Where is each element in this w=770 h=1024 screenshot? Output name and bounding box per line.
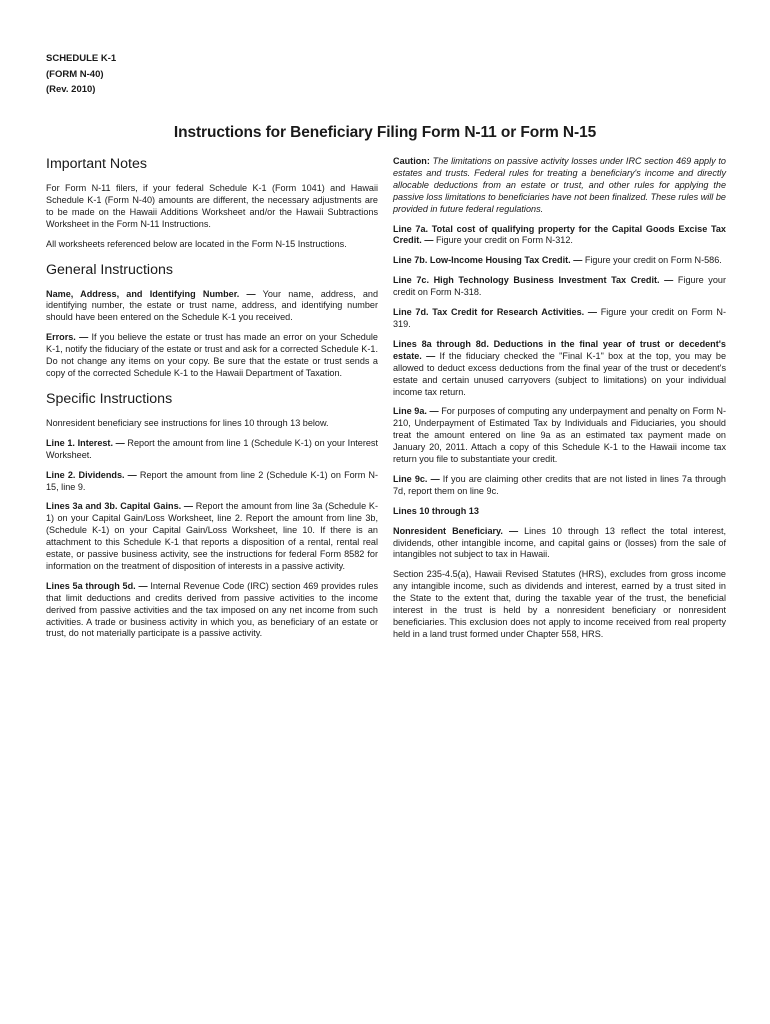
nonresident-beneficiary-text: Lines 10 through 13 reflect the total interest, dividends, other intangible income, and capital gains or (losses) from the sale of intangibles not subject to tax in Hawaii. (393, 525, 726, 560)
line9c-paragraph (393, 474, 726, 498)
name-address-lead: Name, Address, and Identifying Number. — (46, 288, 256, 299)
general-instructions-heading: General Instructions (46, 261, 173, 278)
line7a-paragraph (393, 224, 726, 248)
important-notes-paragraph: For Form N-11 filers, if your federal Schedule K-1 (Form 1041) and Hawaii Schedule K-1 (Form N-40) amounts are different, the necessary adjustments are to be made on the Hawaii Additions Worksheet and/or the Hawaii Subtractions Worksheet in the Form N-11 Instructions. (46, 183, 378, 229)
line1-text: Report the amount from line 1 (Schedule K-1) on your Interest Worksheet. (46, 437, 378, 460)
line7b-paragraph (393, 255, 726, 267)
nonresident-beneficiary-lead: Nonresident Beneficiary. — (393, 525, 519, 536)
errors-paragraph (46, 332, 378, 380)
form-label: (FORM N-40) (46, 68, 104, 80)
caution-text: The limitations on passive activity losses under IRC section 469 apply to estates and trusts. Federal rules for treating a beneficiary's income and directly allocable deductions from an estate or trust, and other rules for applying the passive loss limitations to beneficiaries have not been finalized. These rules will be provided in future federal regulations. (393, 156, 726, 214)
line7c-paragraph (393, 275, 726, 299)
name-address-paragraph (46, 289, 378, 325)
worksheets-note: All worksheets referenced below are located in the Form N-15 Instructions. (46, 238, 347, 249)
caution-lead: Caution: (393, 156, 430, 166)
line8-lead: Lines 8a through 8d. Deductions in the final year of trust or decedent's estate. — (393, 338, 726, 361)
nonresident-note: Nonresident beneficiary see instructions for lines 10 through 13 below. (46, 417, 329, 428)
line7d-paragraph (393, 307, 726, 331)
line7c-lead: Line 7c. High Technology Business Investment Tax Credit. — (393, 275, 674, 286)
line2-text: Report the amount from line 2 (Schedule K-1) on Form N-15, line 9. (46, 469, 379, 492)
errors-text: If you believe the estate or trust has made an error on your Schedule K-1, notify the fiduciary of the estate or trust and ask for a corrected Schedule K-1. Do not change any items on your copy. Be sure that the estate or trust sends a copy of the corrected Schedule K-1 to the Hawaii Department of Taxation. (46, 332, 378, 378)
line1-lead: Line 1. Interest. — (46, 437, 125, 448)
line5-paragraph (46, 581, 378, 641)
line9a-text: For purposes of computing any underpayment and penalty on Form N-210, Underpayment of Estimated Tax by Individuals and Fiduciaries, you should treat the amount entered on line 9a as an estimated tax payment made on January 20, 2011. Attach a copy of this Schedule K-1 to the Hawaii income tax return you file to substantiate your credit. (393, 406, 726, 465)
name-address-text: Your name, address, and identifying number, the estate or trust name, address, and identifying number should have been entered on the Schedule K-1 you received. (46, 288, 379, 323)
line8-text: If the fiduciary checked the "Final K-1" box at the top, you may be allowed to deduct excess deductions from the final year of the trust or decedent's estate and certain unused carryovers (subject to limitations) on your individual income tax return. (393, 350, 727, 397)
form-header (46, 51, 116, 98)
lines10-13-heading: Lines 10 through 13 (393, 505, 479, 516)
caution-paragraph (393, 156, 726, 216)
line1-paragraph (46, 438, 378, 462)
left-column (46, 156, 378, 648)
schedule-label: SCHEDULE K-1 (46, 53, 117, 64)
nonresident-beneficiary-paragraph (393, 526, 726, 562)
specific-instructions-heading: Specific Instructions (46, 390, 173, 407)
line7c-text: Figure your credit on Form N-318. (393, 275, 726, 298)
line7a-text: Figure your credit on Form N-312. (433, 235, 573, 246)
line9a-lead: Line 9a. — (393, 406, 439, 417)
section-235-paragraph: Section 235-4.5(a), Hawaii Revised Statutes (HRS), excludes from gross income any intangible income, such as dividends and interest, earned by a trust sited in the State to the extent that, during the taxable year of the trust, the beneficial interest in the trust is held by a nonresident beneficiary or nonresident beneficiaries. This exclusion does not apply to income received from real property held in a land trust formed under Chapter 558, HRS. (393, 569, 726, 639)
line7d-lead: Line 7d. Tax Credit for Research Activities. — (393, 307, 597, 318)
right-column (393, 156, 726, 649)
line3-lead: Lines 3a and 3b. Capital Gains. — (46, 501, 194, 512)
important-notes-heading: Important Notes (46, 156, 147, 172)
line9c-text: If you are claiming other credits that are not listed in lines 7a through 7d, report them on line 9c. (393, 473, 726, 496)
line5-text: Internal Revenue Code (IRC) section 469 provides rules that limit deductions and credits derived from passive activities to the income derived from passive activities and the tax imposed on any net income from such activities. A trade or business activity in which you, as beneficiary of an estate or trust, do not materially participate is a passive activity. (46, 580, 378, 639)
line7b-text: Figure your credit on Form N-586. (582, 255, 722, 266)
line2-lead: Line 2. Dividends. — (46, 469, 137, 480)
line3-paragraph (46, 501, 378, 572)
page-title: Instructions for Beneficiary Filing Form N-11 or Form N-15 (173, 124, 597, 141)
line9a-paragraph (393, 406, 726, 466)
line2-paragraph (46, 470, 378, 494)
line7a-lead: Line 7a. Total cost of qualifying property for the Capital Goods Excise Tax Credit. — (393, 223, 726, 246)
line5-lead: Lines 5a through 5d. — (46, 580, 148, 591)
revision-label: (Rev. 2010) (46, 84, 96, 95)
line7b-lead: Line 7b. Low-Income Housing Tax Credit. — (393, 255, 583, 266)
line9c-lead: Line 9c. — (393, 473, 440, 484)
line8-paragraph (393, 339, 726, 399)
line7d-text: Figure your credit on Form N-319. (393, 307, 727, 329)
line3-text: Report the amount from line 3a (Schedule K-1) on your Capital Gain/Loss Worksheet, line 2. Report the amount from line 3b, (Schedule K-1) on your Capital Gain/Loss Worksheet, line 10. If there is an attachment to this Schedule K-1 that reports a disposition of a rental, rental real estate, or passive business activity, see the instructions for federal Form 8582 for information on the treatment of disposition of interests in a passive activity. (46, 501, 378, 571)
errors-lead: Errors. — (46, 332, 89, 343)
